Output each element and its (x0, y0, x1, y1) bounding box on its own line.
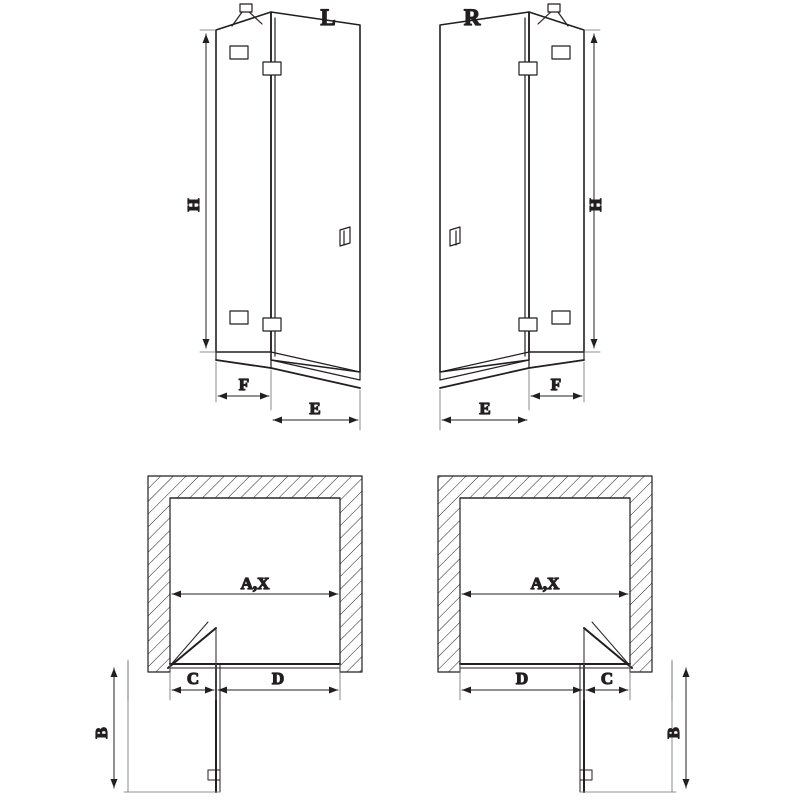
dimension-label-c-right: C (600, 669, 614, 688)
dimension-label-e-left: E (309, 399, 321, 418)
dimension-label-c-left: C (186, 669, 200, 688)
dimension-label-b-right: B (664, 727, 683, 739)
dimension-h-right (584, 30, 600, 352)
dimension-label-ax-right: A,X (530, 574, 560, 593)
plan-left-view (92, 476, 362, 792)
elevation-left-view (216, 4, 360, 388)
plan-right-view (438, 476, 686, 792)
dimension-label-ax-left: A,X (240, 574, 270, 593)
dimension-label-d-left: D (271, 669, 285, 688)
dimension-label-f-left: F (238, 375, 250, 394)
variant-label-r: R (463, 5, 481, 30)
variant-label-l: L (320, 5, 336, 30)
elevation-right-view (440, 4, 584, 388)
dimension-h-left (200, 30, 216, 352)
dimension-label-e-right: E (479, 399, 491, 418)
dimension-label-h-left: H (184, 198, 203, 212)
dimension-label-h-right: H (586, 198, 605, 212)
dimension-label-d-right: D (515, 669, 529, 688)
dimension-label-f-right: F (550, 375, 562, 394)
dimension-label-b-left: B (92, 727, 111, 739)
